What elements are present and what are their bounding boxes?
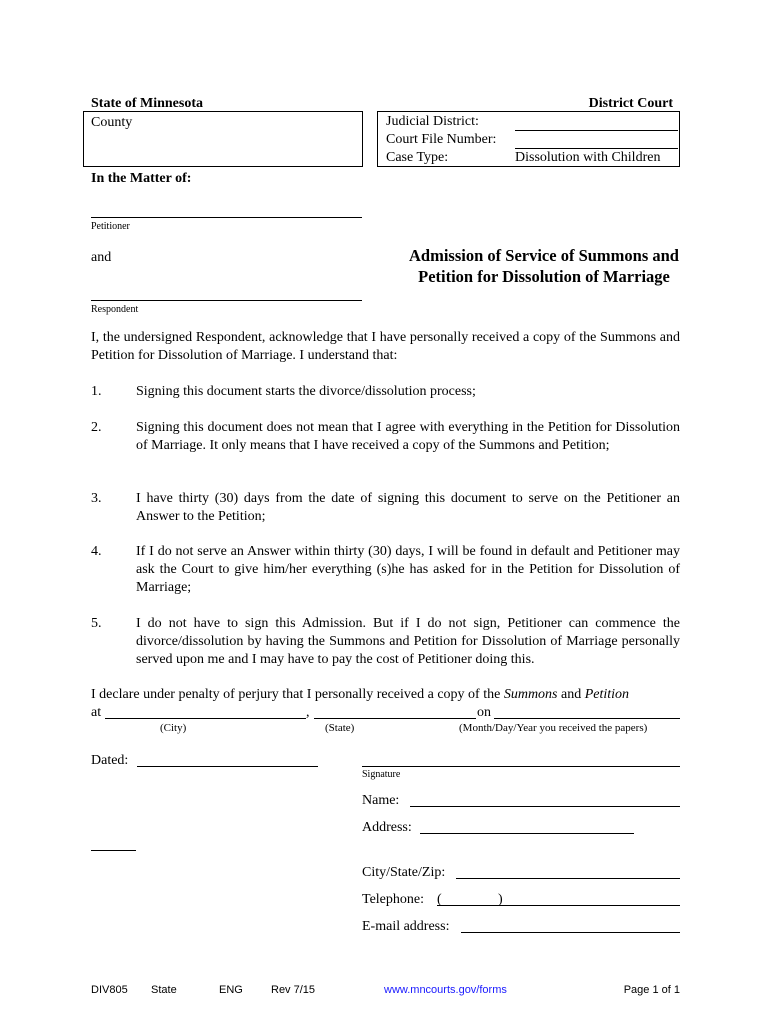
signature-caption: Signature bbox=[362, 769, 401, 780]
name-label: Name: bbox=[362, 793, 400, 808]
case-type-label: Case Type: bbox=[386, 150, 449, 165]
footer-language: ENG bbox=[219, 984, 243, 996]
name-field[interactable] bbox=[410, 806, 680, 807]
signature-line[interactable] bbox=[362, 766, 680, 767]
matter-label: In the Matter of: bbox=[91, 171, 192, 186]
footer-jurisdiction: State bbox=[151, 984, 177, 996]
address-field[interactable] bbox=[420, 833, 634, 834]
declaration-and: and bbox=[557, 687, 585, 702]
footer-form-id: DIV805 bbox=[91, 984, 128, 996]
at-label: at bbox=[91, 705, 102, 720]
summons-word: Summons bbox=[503, 687, 558, 702]
item-text-1: Signing this document starts the divorce/dissolution process; bbox=[136, 384, 476, 399]
email-label: E-mail address: bbox=[362, 919, 450, 934]
email-field[interactable] bbox=[461, 932, 680, 933]
state-heading: State of Minnesota bbox=[91, 96, 203, 111]
item-text-4: If I do not serve an Answer within thirty (30) days, I will be found in default and Petitioner may ask the Court to give him/her everything (s)he has asked for in the Petition for Dissolution of Marriage; bbox=[136, 544, 680, 595]
on-label: on bbox=[477, 705, 491, 720]
judicial-district-label: Judicial District: bbox=[386, 114, 479, 129]
telephone-open-paren: ( bbox=[437, 892, 442, 907]
document-title-line1: Admission of Service of Summons and bbox=[409, 246, 679, 265]
short-blank-line[interactable] bbox=[91, 850, 136, 851]
county-label: County bbox=[91, 115, 133, 130]
petitioner-label: Petitioner bbox=[91, 221, 130, 232]
footer-page-number: Page 1 of 1 bbox=[623, 984, 680, 996]
city-caption: (City) bbox=[160, 722, 187, 734]
respondent-name-line[interactable] bbox=[91, 300, 362, 301]
telephone-close-paren: ) bbox=[498, 892, 503, 907]
case-type-value: Dissolution with Children bbox=[515, 150, 661, 165]
document-title-line2: Petition for Dissolution of Marriage bbox=[418, 267, 670, 286]
telephone-field[interactable] bbox=[437, 905, 680, 906]
item-text-3: I have thirty (30) days from the date of signing this document to serve on the Petitioner an Answer to the Petition; bbox=[136, 491, 680, 524]
judicial-district-field[interactable] bbox=[515, 130, 678, 131]
city-state-zip-field[interactable] bbox=[456, 878, 680, 879]
court-heading: District Court bbox=[588, 96, 673, 111]
item-number-2: 2. bbox=[91, 420, 102, 435]
state-caption: (State) bbox=[325, 722, 355, 734]
declaration-text-start: I declare under penalty of perjury that I personally received a copy of the bbox=[91, 687, 504, 702]
date-received-field[interactable] bbox=[494, 718, 680, 719]
dated-label: Dated: bbox=[91, 753, 129, 768]
telephone-label: Telephone: bbox=[362, 892, 424, 907]
state-field[interactable] bbox=[314, 718, 476, 719]
address-label: Address: bbox=[362, 820, 412, 835]
petition-word: Petition bbox=[584, 687, 630, 702]
declaration-text bbox=[91, 686, 629, 704]
item-text-5: I do not have to sign this Admission. But if I do not sign, Petitioner can commence the divorce/dissolution by having the Summons and Petition for Dissolution of Marriage personally served upon me and I may have to pay the cost of Petitioner doing this. bbox=[136, 616, 680, 667]
petitioner-name-line[interactable] bbox=[91, 217, 362, 218]
county-box bbox=[83, 111, 363, 167]
dated-field[interactable] bbox=[137, 766, 318, 767]
city-field[interactable] bbox=[105, 718, 306, 719]
intro-paragraph: I, the undersigned Respondent, acknowledge that I have personally received a copy of the Summons and Petition for Dissolution of Marriage. I understand that: bbox=[91, 330, 680, 363]
respondent-label: Respondent bbox=[91, 304, 139, 315]
case-info-box bbox=[377, 111, 680, 167]
court-file-number-label: Court File Number: bbox=[386, 132, 497, 147]
item-number-4: 4. bbox=[91, 544, 102, 559]
footer-revision: Rev 7/15 bbox=[271, 984, 316, 996]
footer-forms-link[interactable]: www.mncourts.gov/forms bbox=[384, 984, 507, 996]
item-number-5: 5. bbox=[91, 616, 102, 631]
item-number-3: 3. bbox=[91, 491, 102, 506]
and-label: and bbox=[91, 250, 112, 265]
item-text-2: Signing this document does not mean that I agree with everything in the Petition for Dissolution of Marriage. It only means that I have received a copy of the Summons and Petition; bbox=[136, 420, 680, 453]
comma-separator: , bbox=[306, 705, 310, 720]
item-number-1: 1. bbox=[91, 384, 102, 399]
city-state-zip-label: City/State/Zip: bbox=[362, 865, 446, 880]
date-caption: (Month/Day/Year you received the papers) bbox=[459, 722, 648, 734]
